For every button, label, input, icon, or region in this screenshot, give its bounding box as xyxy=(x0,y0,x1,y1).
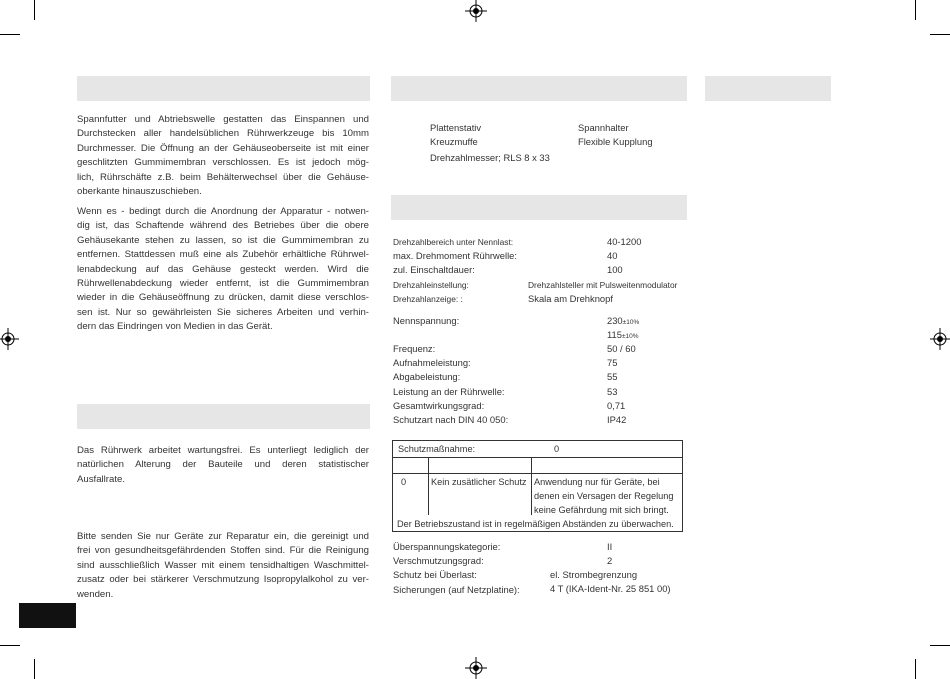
table-rule xyxy=(393,473,682,474)
spec-values-group3a xyxy=(607,540,612,568)
table-cell-class: 0 xyxy=(401,477,407,487)
spec-label: Drehzahleinstellung: xyxy=(393,279,469,290)
spec-label: zul. Einschaltdauer: xyxy=(393,264,475,276)
table-cell-application: denen ein Versagen der Regelung xyxy=(534,491,674,501)
spec-value: 75 xyxy=(607,357,618,369)
list-item: Drehzahlmesser; RLS 8 x 33 xyxy=(430,152,550,164)
spec-label: Schutzart nach DIN 40 050: xyxy=(393,414,509,426)
spec-label: Aufnahmeleistung: xyxy=(393,357,471,369)
spec-values-group3b xyxy=(550,568,671,596)
table-rule xyxy=(393,457,682,458)
crop-mark xyxy=(34,0,35,20)
crop-mark xyxy=(0,34,20,35)
spec-value: el. Strombegrenzung xyxy=(550,569,638,580)
spec-label: Schutz bei Überlast: xyxy=(393,569,477,581)
spec-labels-group2 xyxy=(393,342,508,427)
registration-mark-icon xyxy=(464,0,488,24)
registration-mark-icon xyxy=(0,327,20,351)
paragraph-shaft-clamping: Spannfutter und Abtriebswelle gestatten das Einspannen und Durchstecken aller handelsüblichen Rührwerkzeuge bis 10mm Durchmesser. Die Öffnung an der Gehäuseoberseite ist mit einer geschlitzten Gummimembran verschlossen. Es ist jedoch mög- lich, Rührschäfte z.B. beim Behälterwechsel über die Gehäuse- oberkante hinauszuschieben. xyxy=(77,114,369,198)
spec-label: Abgabeleistung: xyxy=(393,371,461,383)
spec-label: Verschmutzungsgrad: xyxy=(393,555,484,567)
spec-label: Frequenz: xyxy=(393,343,436,354)
spec-value: 53 xyxy=(607,385,618,397)
spec-label: Drehzahlbereich unter Nennlast: xyxy=(393,237,514,247)
page-tab-marker xyxy=(19,603,76,628)
section-header-bar xyxy=(391,76,687,101)
list-item: Plattenstativ xyxy=(430,122,482,133)
spec-value: 100 xyxy=(607,264,623,276)
section-header-bar xyxy=(77,404,370,429)
spec-label: Überspannungskategorie: xyxy=(393,541,501,552)
table-cell-measure: Kein zusätlicher Schutz xyxy=(431,477,527,487)
spec-value: II xyxy=(607,541,613,552)
spec-labels-group1 xyxy=(393,235,517,306)
spec-value: Drehzahlsteller mit Pulsweitenmodulator xyxy=(528,280,678,290)
spec-value: 2 xyxy=(607,555,613,567)
spec-label: Gesamtwirkungsgrad: xyxy=(393,399,485,411)
registration-mark-icon xyxy=(929,327,950,351)
spec-value: 50 / 60 xyxy=(607,343,636,354)
spec-label: Leistung an der Rührwelle: xyxy=(393,385,505,397)
crop-mark xyxy=(930,645,950,646)
table-header-label: Schutzmaßnahme: xyxy=(398,444,476,454)
paragraph-rubber-membrane: Wenn es - bedingt durch die Anordnung der Apparatur - notwen- dig ist, das Schaftende während des Betriebes über die obere Gehäusekante stehen zu lassen, so ist die Gummimembran zu entfernen. Stattdessen muß eine als Zubehör erhältliche Rührwel- lenabdeckung auf das Gehäuse gesteckt werden. Wird die Rührwellenabdeckung wieder entfernt, ist die Gummimembran wieder in die Gehäuseöffnung zu drücken, damit diese verschlos- sen ist. Nur so gewährleisten Sie sicheres Arbeiten und verhin- dern das Eindringen von Medien in das Gerät. xyxy=(77,206,369,333)
list-item: Spannhalter xyxy=(578,122,629,133)
list-item: Kreuzmuffe xyxy=(430,136,478,148)
spec-value: 0,71 xyxy=(607,399,626,411)
spec-value: Skala am Drehknopf xyxy=(528,293,613,304)
crop-mark xyxy=(0,645,20,646)
spec-values-group1a xyxy=(607,235,641,278)
crop-mark xyxy=(34,659,35,679)
spec-labels-group3 xyxy=(393,540,520,597)
spec-value: 40-1200 xyxy=(607,236,642,247)
spec-label: Sicherungen (auf Netzplatine): xyxy=(393,583,520,595)
crop-mark xyxy=(930,34,950,35)
protection-class-table xyxy=(392,440,683,532)
registration-mark-icon xyxy=(464,656,488,679)
spec-values-group2 xyxy=(607,342,636,427)
spec-value: IP42 xyxy=(607,414,627,426)
table-rule xyxy=(428,457,429,515)
table-rule xyxy=(531,457,532,515)
spec-value: 4 T (IKA-Ident-Nr. 25 851 00) xyxy=(550,583,671,595)
section-header-bar xyxy=(391,195,687,220)
spec-value: 55 xyxy=(607,371,618,383)
crop-mark xyxy=(915,659,916,679)
accessories-list-right xyxy=(578,121,653,149)
spec-label: max. Drehmoment Rührwelle: xyxy=(393,250,517,262)
table-cell-application: Anwendung nur für Geräte, bei xyxy=(534,477,660,487)
spec-label: Drehzahlanzeige: : xyxy=(393,293,463,304)
paragraph-cleaning: Bitte senden Sie nur Geräte zur Reparatur ein, die gereinigt und frei von gesundheitsgefährdenden Stoffen sind. Für die Reinigung sind ausschließlich Wasser mit einem tensidhaltigen Waschmittel- zusatz oder bei stärkerer Verschmutzung Isopropylalkohol zu ver- wenden. xyxy=(77,531,369,600)
spec-value-voltage-115: 115±10% xyxy=(607,329,639,340)
section-header-bar xyxy=(77,76,370,101)
table-cell-application: keine Gefährdung mit sich bringt. xyxy=(534,505,669,515)
list-item: Flexible Kupplung xyxy=(578,136,653,148)
paragraph-maintenance: Das Rührwerk arbeitet wartungsfrei. Es unterliegt lediglich der natürlichen Alterung der Bauteile und deren statistischer Ausfallrate. xyxy=(77,445,369,485)
spec-label: Nennspannung: xyxy=(393,315,460,326)
table-header-value: 0 xyxy=(554,444,560,454)
crop-mark xyxy=(915,0,916,20)
spec-value-voltage-230: 230±10% xyxy=(607,315,640,326)
accessories-list-left xyxy=(430,121,550,166)
spec-value: 40 xyxy=(607,250,618,262)
table-footer-note: Der Betriebszustand ist in regelmäßigen Abständen zu überwachen. xyxy=(397,519,674,529)
section-header-bar xyxy=(705,76,831,101)
